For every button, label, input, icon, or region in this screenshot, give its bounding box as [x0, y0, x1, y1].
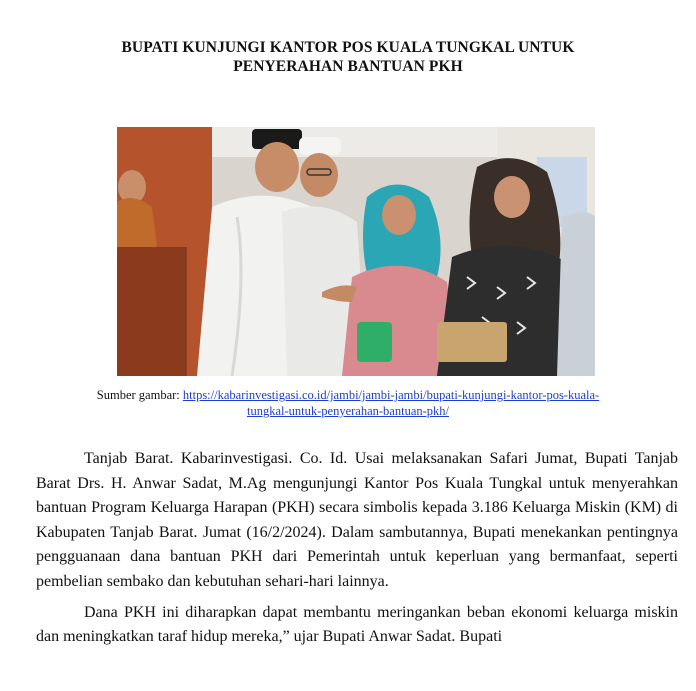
- article-title-line-1: BUPATI KUNJUNGI KANTOR POS KUALA TUNGKAL UNTUK: [121, 39, 575, 56]
- source-link-line-2: tungkal-untuk-penyerahan-bantuan-pkh/: [246, 404, 449, 418]
- caption-prefix: Sumber gambar:: [96, 388, 183, 402]
- paragraph-1: Tanjab Barat. Kabarinvestigasi. Co. Id. Usai melaksanakan Safari Jumat, Bupati Tanjab Barat Drs. H. Anwar Sadat, M.Ag mengunjungi Kantor Pos Kuala Tungkal untuk menyerahkan bantuan Program Keluarga Harapan (PKH) secara simbolis kepada 3.186 Keluarga Miskin (KM) di Kabupaten Tanjab Barat. Jumat (16/2/2024). Dalam sambutannya, Bupati menekankan pentingnya pengguanaan dana bantuan PKH dari Pemerintah untuk keperluan yang bermanfaat, seperti pembelian sembako dan kebutuhan sehari-hari lainnya.: [36, 450, 678, 590]
- source-link-line-1: https://kabarinvestigasi.co.id/jambi/jambi-jambi/bupati-kunjungi-kantor-pos-kuala-: [182, 388, 600, 402]
- article-title-line-2: PENYERAHAN BANTUAN PKH: [233, 58, 463, 75]
- news-photo-handshake-icon: [117, 127, 595, 376]
- photo-caption: [40, 387, 656, 419]
- news-photo: [117, 127, 595, 376]
- article-body: [36, 447, 678, 656]
- source-link[interactable]: [183, 388, 599, 418]
- paragraph-2: Dana PKH ini diharapkan dapat membantu meringankan beban ekonomi keluarga miskin dan meningkatkan taraf hidup mereka,” ujar Bupati Anwar Sadat. Bupati: [36, 603, 678, 646]
- article-title: [40, 38, 656, 76]
